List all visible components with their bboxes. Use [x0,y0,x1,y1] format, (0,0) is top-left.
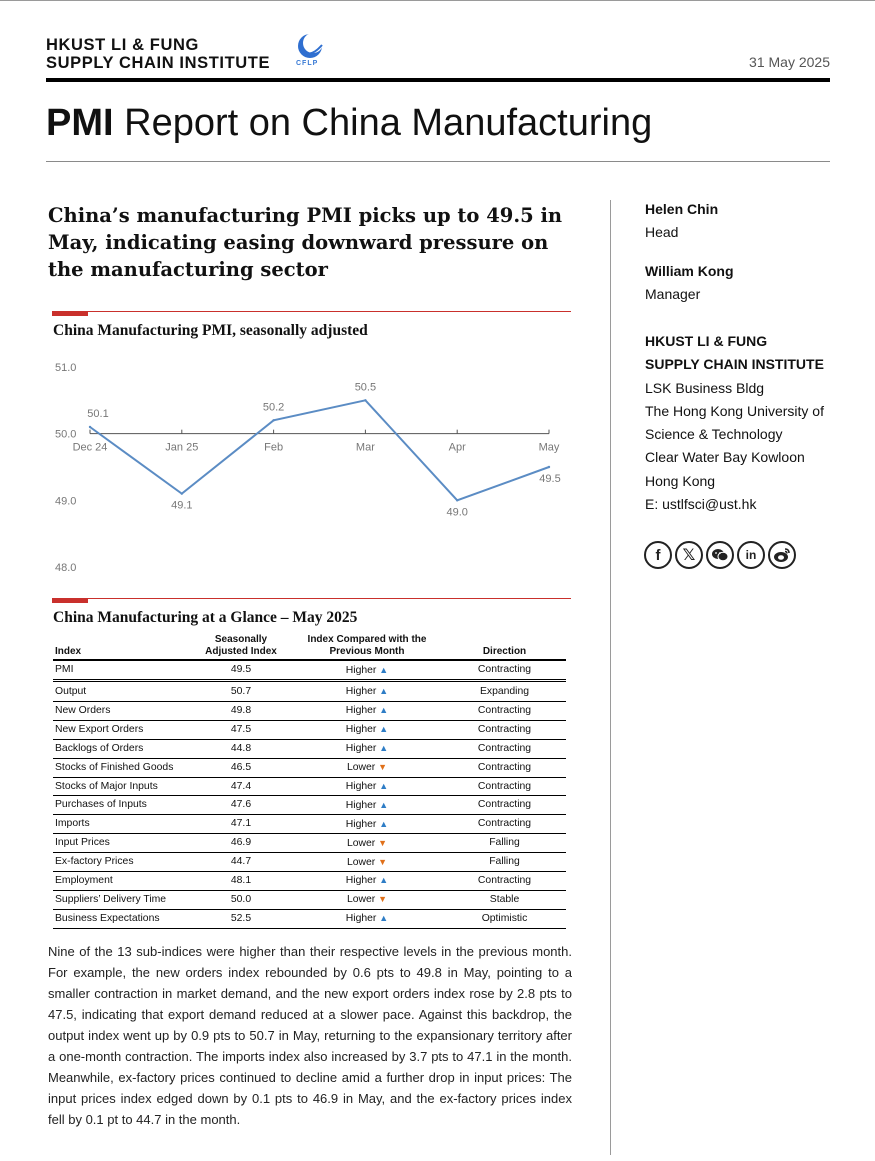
row-index-name: Input Prices [53,834,191,853]
page-title-rest: Report on China Manufacturing [113,102,653,144]
linkedin-icon[interactable]: in [737,541,765,569]
row-compare-text: Higher [345,875,377,887]
x-tick-label: Jan 25 [165,441,199,454]
row-compare [291,872,443,891]
table-row [53,815,566,834]
row-direction: Falling [443,834,566,853]
person2-name: William Kong [645,263,734,279]
row-compare-text: Higher [345,818,377,830]
page-title-bold: PMI [46,102,114,144]
arrow-up-icon: ▲ [379,705,389,716]
row-value: 44.7 [191,853,291,872]
row-compare [291,796,443,815]
row-value: 46.9 [191,834,291,853]
y-tick-label: 49.0 [55,495,77,508]
facebook-icon[interactable]: f [644,541,672,569]
row-index-name: Stocks of Major Inputs [53,777,191,796]
row-index-name: Employment [53,872,191,891]
row-value: 47.1 [191,815,291,834]
x-tick-label: Mar [355,441,375,454]
table-row [53,890,566,909]
social-links [644,541,796,569]
header-compare [291,634,443,660]
row-compare [291,890,443,909]
row-direction: Expanding [443,681,566,702]
row-compare-text: Lower [346,837,376,849]
arrow-up-icon: ▲ [379,818,389,829]
row-direction: Contracting [443,872,566,891]
row-compare-text: Higher [345,705,377,717]
row-compare-text: Higher [345,743,377,755]
row-compare [291,702,443,721]
wechat-icon[interactable] [706,541,734,569]
arrow-up-icon: ▲ [379,724,389,735]
data-point [548,466,550,468]
row-index-name: Purchases of Inputs [53,796,191,815]
row-value: 48.1 [191,872,291,891]
arrow-up-icon: ▲ [379,875,389,886]
glance-table [53,634,566,929]
data-label: 49.0 [446,506,468,519]
row-direction: Contracting [443,758,566,777]
contact-manager [645,260,734,307]
table-row [53,702,566,721]
person2-role: Manager [645,286,701,303]
y-tick-label: 51.0 [55,362,77,374]
row-compare [291,815,443,834]
row-compare [291,853,443,872]
arrow-up-icon: ▲ [379,799,389,810]
address-line: Science & Technology [645,426,783,443]
row-value: 50.0 [191,890,291,909]
row-direction: Contracting [443,796,566,815]
table-row [53,796,566,815]
data-label: 49.5 [539,473,561,485]
row-index-name: Imports [53,815,191,834]
data-point [456,499,458,501]
row-compare [291,834,443,853]
table-section-mark [52,598,88,603]
data-label: 49.1 [171,499,193,512]
table-row [53,853,566,872]
row-direction: Falling [443,853,566,872]
y-tick-label: 48.0 [55,562,77,574]
table-row [53,739,566,758]
row-value: 49.8 [191,702,291,721]
row-compare-text: Lower [346,856,376,868]
table-row [53,681,566,702]
headline: China’s manufacturing PMI picks up to 49.5 in May, indicating easing downward pressure on the manufacturing sector [48,204,563,281]
header-index: Index [55,646,82,657]
table-row [53,758,566,777]
row-compare-text: Lower [346,762,376,774]
header-sa-line1: Seasonally [214,634,268,645]
arrow-up-icon: ▲ [379,686,389,696]
table-row [53,872,566,891]
contact-head [645,198,718,245]
arrow-up-icon: ▲ [379,743,389,754]
arrow-down-icon: ▼ [378,837,388,848]
x-tick-label: Feb [264,441,284,454]
arrow-up-icon: ▲ [379,781,389,791]
row-value: 47.4 [191,777,291,796]
row-index-name: Stocks of Finished Goods [53,758,191,777]
row-value: 47.5 [191,720,291,739]
row-direction: Contracting [443,660,566,681]
row-compare-text: Higher [345,664,377,676]
row-value: 52.5 [191,909,291,928]
header-sa-line2: Adjusted Index [205,646,277,657]
data-label: 50.1 [87,408,109,420]
row-index-name: Business Expectations [53,909,191,928]
row-index-name: New Orders [53,702,191,721]
weibo-icon[interactable] [768,541,796,569]
table-row [53,660,566,681]
header-seasonally-adjusted [191,634,291,660]
row-value: 44.8 [191,739,291,758]
x-tick-label: Dec 24 [72,441,108,454]
data-point [272,419,274,421]
row-index-name: Backlogs of Orders [53,739,191,758]
row-compare-text: Higher [345,686,377,697]
row-direction: Contracting [443,739,566,758]
series-line [90,400,549,500]
row-compare-text: Higher [345,799,377,811]
row-compare-text: Higher [345,781,377,792]
x-icon[interactable]: 𝕏 [675,541,703,569]
row-compare [291,909,443,928]
header-cmp-line1: Index Compared with the [307,634,427,645]
arrow-down-icon: ▼ [378,894,388,905]
row-index-name: New Export Orders [53,720,191,739]
data-label: 50.2 [262,401,285,414]
data-point [89,426,91,428]
org-line1: HKUST LI & FUNG [645,333,768,349]
row-direction: Contracting [443,702,566,721]
row-direction: Contracting [443,777,566,796]
table-row [53,777,566,796]
row-compare [291,660,443,681]
row-direction: Contracting [443,720,566,739]
institute-name-line1: HKUST LI & FUNG [46,36,199,54]
row-compare [291,739,443,758]
data-label: 50.5 [354,381,377,394]
body-paragraph: Nine of the 13 sub-indices were higher than their respective levels in the previous month. For example, the new orders index rebounded by 0.6 pts to 49.8 in May, pointing to a smaller contraction in market demand, and the new export orders index rose by 2.8 pts to 47.5, indicating that export demand reduced at a slower pace. Against this backdrop, the output index went up by 0.9 pts to 50.7 in May, returning to the expansionary territory after a one-month contraction. The imports index also increased by 3.7 pts to 47.1 in the month. Meanwhile, ex-factory prices continued to decline amid a further drop in input prices: The input prices index edged down by 0.1 pts to 46.9 in May, and the ex-factory prices index fell by 0.1 pt to 44.7 in the month. [48,944,572,1127]
person1-role: Head [645,224,679,241]
row-compare-text: Lower [346,894,376,906]
data-point [181,492,183,494]
x-tick-label: Apr [448,441,466,454]
row-compare [291,758,443,777]
row-value: 47.6 [191,796,291,815]
email-link[interactable]: E: ustlfsci@ust.hk [645,496,757,513]
institute-name-line2: SUPPLY CHAIN INSTITUTE [46,54,271,72]
row-index-name: Output [53,681,191,702]
row-compare [291,681,443,702]
row-value: 49.5 [191,660,291,681]
row-compare-text: Higher [345,913,377,925]
table-title: China Manufacturing at a Glance – May 2025 [53,609,358,626]
table-section-rule [52,598,571,599]
row-compare [291,777,443,796]
org-line2: SUPPLY CHAIN INSTITUTE [645,356,824,373]
y-tick-label: 50.0 [55,428,77,441]
table-row [53,834,566,853]
table-body [53,660,566,928]
x-tick-label: May [538,441,560,454]
row-index-name: PMI [53,660,191,681]
logo-text: CFLP [296,60,319,67]
arrow-down-icon: ▼ [378,762,388,773]
data-point [364,399,366,401]
chart-title: China Manufacturing PMI, seasonally adjusted [53,322,368,339]
row-index-name: Ex-factory Prices [53,853,191,872]
row-direction: Stable [443,890,566,909]
table-header-row [53,634,566,660]
address-line: The Hong Kong University of [645,402,824,419]
report-date: 31 May 2025 [749,54,830,70]
person1-name: Helen Chin [645,201,719,217]
arrow-up-icon: ▲ [379,664,389,675]
row-index-name: Suppliers’ Delivery Time [53,890,191,909]
row-value: 50.7 [191,681,291,702]
arrow-up-icon: ▲ [379,913,389,924]
address-line: Hong Kong [645,472,716,489]
institute-address [645,330,824,516]
address-line: LSK Business Bldg [645,379,765,396]
row-direction: Optimistic [443,909,566,928]
row-compare [291,720,443,739]
header-direction: Direction [482,646,527,657]
row-compare-text: Higher [345,724,377,736]
row-direction: Contracting [443,815,566,834]
address-line: Clear Water Bay Kowloon [645,449,805,466]
arrow-down-icon: ▼ [378,856,388,867]
row-value: 46.5 [191,758,291,777]
table-row [53,720,566,739]
header-cmp-line2: Previous Month [329,646,405,657]
table-row [53,909,566,928]
